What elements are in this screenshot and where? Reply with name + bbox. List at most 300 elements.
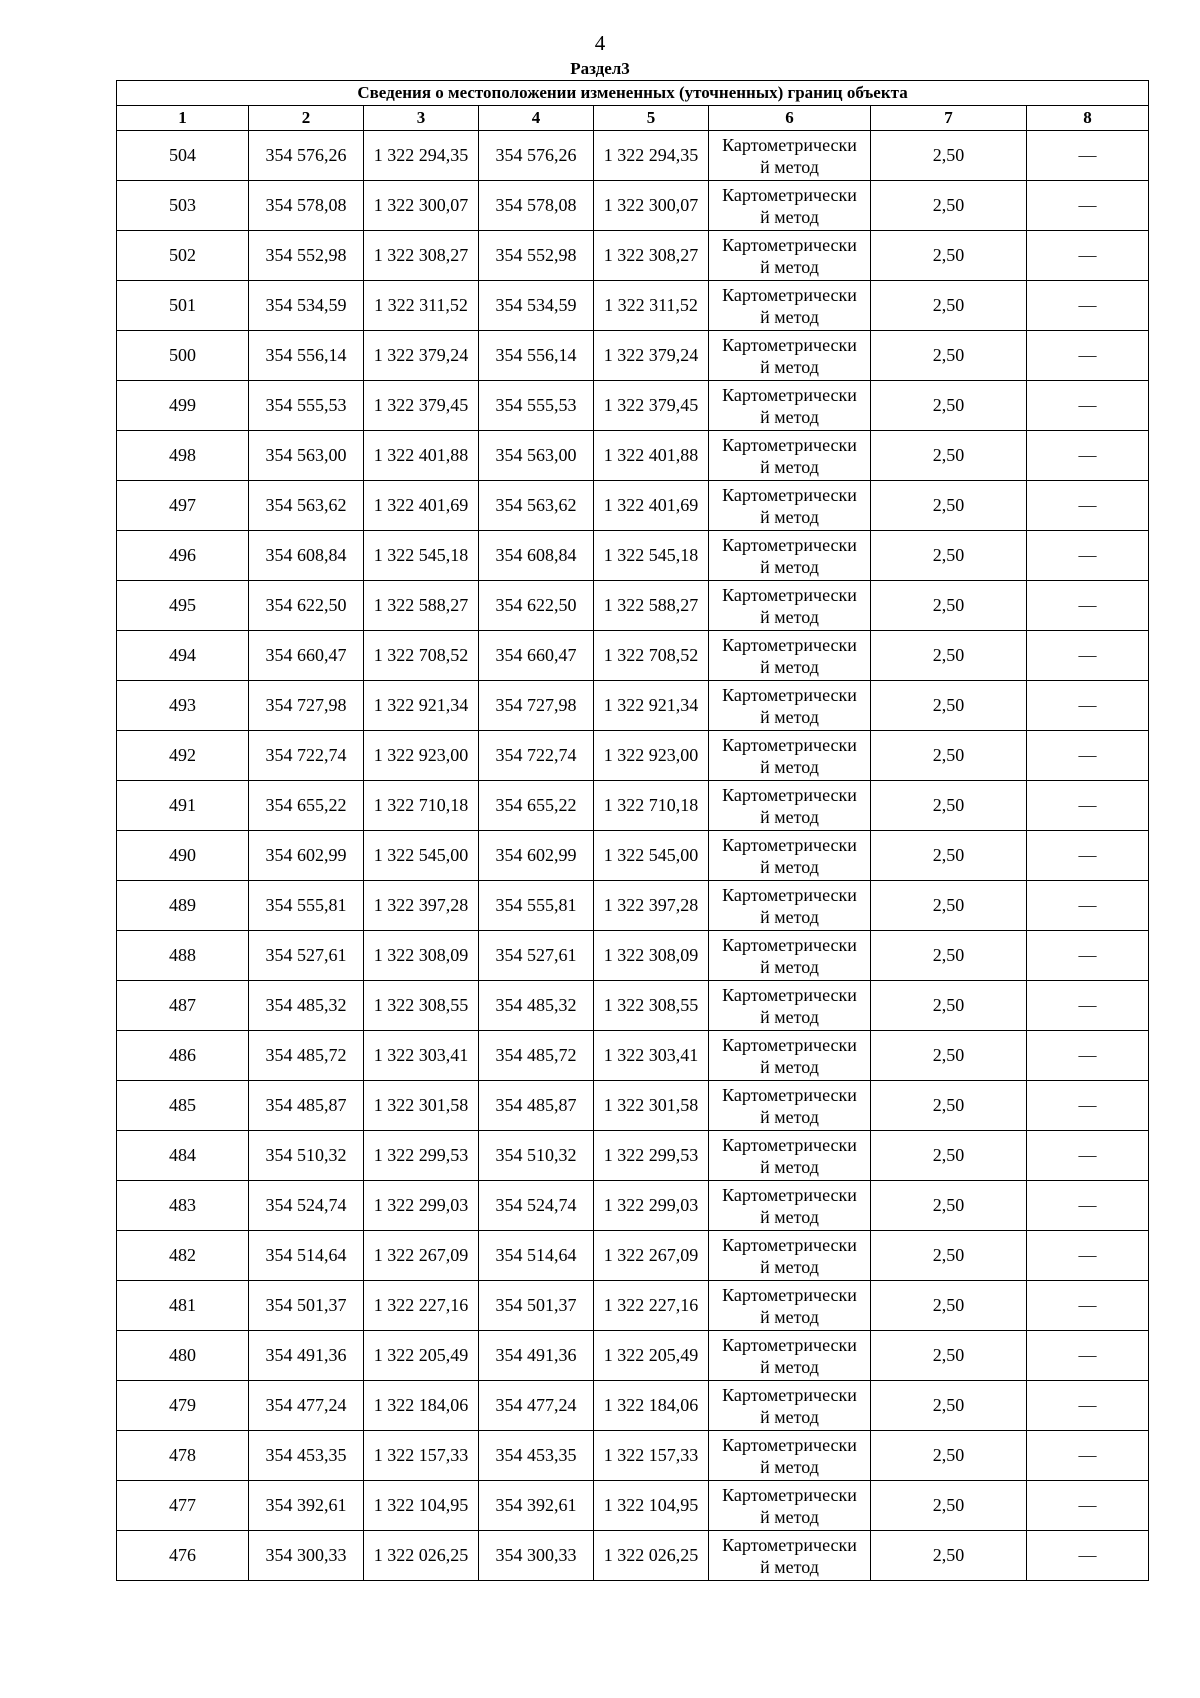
method-line-1: Картометрически (722, 1334, 857, 1355)
x-refined-cell: 354 300,33 (479, 1531, 594, 1581)
y-existing-cell: 1 322 026,25 (364, 1531, 479, 1581)
y-refined-cell: 1 322 308,55 (594, 981, 709, 1031)
method-line-2: й метод (760, 1556, 819, 1577)
description-cell: — (1027, 1181, 1149, 1231)
x-existing-cell: 354 514,64 (249, 1231, 364, 1281)
x-existing-cell: 354 477,24 (249, 1381, 364, 1431)
y-existing-cell: 1 322 157,33 (364, 1431, 479, 1481)
x-existing-cell: 354 453,35 (249, 1431, 364, 1481)
table-caption: Сведения о местоположении измененных (уточненных) границ объекта (117, 81, 1149, 106)
accuracy-cell: 2,50 (871, 481, 1027, 531)
x-refined-cell: 354 722,74 (479, 731, 594, 781)
table-row (117, 1281, 1149, 1331)
accuracy-cell: 2,50 (871, 381, 1027, 431)
table-row (117, 1081, 1149, 1131)
x-refined-cell: 354 556,14 (479, 331, 594, 381)
accuracy-cell: 2,50 (871, 431, 1027, 481)
description-cell: — (1027, 1381, 1149, 1431)
accuracy-cell: 2,50 (871, 1331, 1027, 1381)
method-cell (709, 1131, 871, 1181)
point-number-cell: 488 (117, 931, 249, 981)
y-existing-cell: 1 322 308,55 (364, 981, 479, 1031)
column-header: 3 (364, 106, 479, 131)
method-line-2: й метод (760, 1406, 819, 1427)
accuracy-cell: 2,50 (871, 1481, 1027, 1531)
table-header-row (117, 106, 1149, 131)
method-cell (709, 231, 871, 281)
y-refined-cell: 1 322 267,09 (594, 1231, 709, 1281)
x-refined-cell: 354 527,61 (479, 931, 594, 981)
method-cell (709, 831, 871, 881)
method-line-2: й метод (760, 1506, 819, 1527)
y-existing-cell: 1 322 300,07 (364, 181, 479, 231)
method-line-1: Картометрически (722, 984, 857, 1005)
method-line-1: Картометрически (722, 1234, 857, 1255)
accuracy-cell: 2,50 (871, 581, 1027, 631)
point-number-cell: 489 (117, 881, 249, 931)
x-existing-cell: 354 392,61 (249, 1481, 364, 1531)
accuracy-cell: 2,50 (871, 1081, 1027, 1131)
table-row (117, 131, 1149, 181)
y-refined-cell: 1 322 300,07 (594, 181, 709, 231)
y-refined-cell: 1 322 545,00 (594, 831, 709, 881)
method-cell (709, 931, 871, 981)
x-refined-cell: 354 563,00 (479, 431, 594, 481)
page-number: 4 (594, 31, 606, 55)
table-row (117, 1531, 1149, 1581)
y-refined-cell: 1 322 401,88 (594, 431, 709, 481)
table-row (117, 431, 1149, 481)
y-existing-cell: 1 322 299,53 (364, 1131, 479, 1181)
table-row (117, 581, 1149, 631)
method-cell (709, 1531, 871, 1581)
y-refined-cell: 1 322 923,00 (594, 731, 709, 781)
boundary-coordinates-table (116, 80, 1149, 1581)
method-cell (709, 331, 871, 381)
x-existing-cell: 354 655,22 (249, 781, 364, 831)
point-number-cell: 496 (117, 531, 249, 581)
description-cell: — (1027, 181, 1149, 231)
point-number-cell: 492 (117, 731, 249, 781)
x-existing-cell: 354 576,26 (249, 131, 364, 181)
method-line-2: й метод (760, 906, 819, 927)
method-line-1: Картометрически (722, 1284, 857, 1305)
description-cell: — (1027, 281, 1149, 331)
x-refined-cell: 354 524,74 (479, 1181, 594, 1231)
table-row (117, 381, 1149, 431)
y-refined-cell: 1 322 299,03 (594, 1181, 709, 1231)
method-line-1: Картометрически (722, 1384, 857, 1405)
y-existing-cell: 1 322 301,58 (364, 1081, 479, 1131)
accuracy-cell: 2,50 (871, 731, 1027, 781)
accuracy-cell: 2,50 (871, 781, 1027, 831)
method-line-2: й метод (760, 306, 819, 327)
column-header: 5 (594, 106, 709, 131)
y-existing-cell: 1 322 379,24 (364, 331, 479, 381)
x-existing-cell: 354 552,98 (249, 231, 364, 281)
table-row (117, 1031, 1149, 1081)
method-cell (709, 281, 871, 331)
point-number-cell: 495 (117, 581, 249, 631)
y-existing-cell: 1 322 104,95 (364, 1481, 479, 1531)
table-row (117, 931, 1149, 981)
point-number-cell: 479 (117, 1381, 249, 1431)
table-row (117, 1231, 1149, 1281)
description-cell: — (1027, 1481, 1149, 1531)
point-number-cell: 497 (117, 481, 249, 531)
x-existing-cell: 354 491,36 (249, 1331, 364, 1381)
y-existing-cell: 1 322 205,49 (364, 1331, 479, 1381)
description-cell: — (1027, 1231, 1149, 1281)
method-line-1: Картометрически (722, 1534, 857, 1555)
method-cell (709, 681, 871, 731)
description-cell: — (1027, 1131, 1149, 1181)
y-refined-cell: 1 322 026,25 (594, 1531, 709, 1581)
y-refined-cell: 1 322 308,09 (594, 931, 709, 981)
method-cell (709, 131, 871, 181)
description-cell: — (1027, 631, 1149, 681)
table-row (117, 631, 1149, 681)
x-refined-cell: 354 578,08 (479, 181, 594, 231)
accuracy-cell: 2,50 (871, 331, 1027, 381)
column-header: 1 (117, 106, 249, 131)
accuracy-cell: 2,50 (871, 1281, 1027, 1331)
x-refined-cell: 354 660,47 (479, 631, 594, 681)
x-refined-cell: 354 491,36 (479, 1331, 594, 1381)
method-line-1: Картометрически (722, 834, 857, 855)
method-cell (709, 1081, 871, 1131)
y-refined-cell: 1 322 397,28 (594, 881, 709, 931)
y-refined-cell: 1 322 379,24 (594, 331, 709, 381)
y-refined-cell: 1 322 708,52 (594, 631, 709, 681)
y-refined-cell: 1 322 227,16 (594, 1281, 709, 1331)
y-existing-cell: 1 322 299,03 (364, 1181, 479, 1231)
method-line-2: й метод (760, 756, 819, 777)
description-cell: — (1027, 431, 1149, 481)
point-number-cell: 478 (117, 1431, 249, 1481)
y-existing-cell: 1 322 397,28 (364, 881, 479, 931)
method-cell (709, 1281, 871, 1331)
point-number-cell: 493 (117, 681, 249, 731)
x-existing-cell: 354 556,14 (249, 331, 364, 381)
description-cell: — (1027, 781, 1149, 831)
description-cell: — (1027, 1081, 1149, 1131)
description-cell: — (1027, 1031, 1149, 1081)
method-line-2: й метод (760, 1256, 819, 1277)
x-refined-cell: 354 622,50 (479, 581, 594, 631)
method-cell (709, 731, 871, 781)
point-number-cell: 499 (117, 381, 249, 431)
y-existing-cell: 1 322 708,52 (364, 631, 479, 681)
method-cell (709, 781, 871, 831)
table-row (117, 531, 1149, 581)
x-existing-cell: 354 563,00 (249, 431, 364, 481)
y-existing-cell: 1 322 921,34 (364, 681, 479, 731)
method-line-1: Картометрически (722, 684, 857, 705)
method-cell (709, 1481, 871, 1531)
x-refined-cell: 354 655,22 (479, 781, 594, 831)
x-refined-cell: 354 534,59 (479, 281, 594, 331)
method-line-2: й метод (760, 156, 819, 177)
accuracy-cell: 2,50 (871, 1381, 1027, 1431)
method-line-2: й метод (760, 1006, 819, 1027)
method-line-2: й метод (760, 856, 819, 877)
x-existing-cell: 354 524,74 (249, 1181, 364, 1231)
method-cell (709, 581, 871, 631)
table-row (117, 781, 1149, 831)
point-number-cell: 483 (117, 1181, 249, 1231)
method-line-2: й метод (760, 1106, 819, 1127)
accuracy-cell: 2,50 (871, 531, 1027, 581)
x-existing-cell: 354 534,59 (249, 281, 364, 331)
method-cell (709, 1431, 871, 1481)
x-existing-cell: 354 563,62 (249, 481, 364, 531)
accuracy-cell: 2,50 (871, 1231, 1027, 1281)
method-line-1: Картометрически (722, 134, 857, 155)
accuracy-cell: 2,50 (871, 281, 1027, 331)
method-cell (709, 1181, 871, 1231)
x-existing-cell: 354 722,74 (249, 731, 364, 781)
y-existing-cell: 1 322 267,09 (364, 1231, 479, 1281)
y-refined-cell: 1 322 303,41 (594, 1031, 709, 1081)
description-cell: — (1027, 1331, 1149, 1381)
y-refined-cell: 1 322 301,58 (594, 1081, 709, 1131)
point-number-cell: 482 (117, 1231, 249, 1281)
x-refined-cell: 354 602,99 (479, 831, 594, 881)
x-existing-cell: 354 300,33 (249, 1531, 364, 1581)
method-line-2: й метод (760, 656, 819, 677)
method-cell (709, 1381, 871, 1431)
method-line-2: й метод (760, 1156, 819, 1177)
point-number-cell: 476 (117, 1531, 249, 1581)
y-existing-cell: 1 322 923,00 (364, 731, 479, 781)
y-refined-cell: 1 322 710,18 (594, 781, 709, 831)
method-cell (709, 631, 871, 681)
y-refined-cell: 1 322 588,27 (594, 581, 709, 631)
y-existing-cell: 1 322 311,52 (364, 281, 479, 331)
method-cell (709, 381, 871, 431)
method-cell (709, 481, 871, 531)
table-row (117, 981, 1149, 1031)
accuracy-cell: 2,50 (871, 681, 1027, 731)
point-number-cell: 503 (117, 181, 249, 231)
accuracy-cell: 2,50 (871, 181, 1027, 231)
method-line-2: й метод (760, 706, 819, 727)
point-number-cell: 490 (117, 831, 249, 881)
table-row (117, 681, 1149, 731)
description-cell: — (1027, 831, 1149, 881)
y-refined-cell: 1 322 294,35 (594, 131, 709, 181)
y-existing-cell: 1 322 588,27 (364, 581, 479, 631)
x-refined-cell: 354 485,87 (479, 1081, 594, 1131)
x-existing-cell: 354 485,32 (249, 981, 364, 1031)
description-cell: — (1027, 231, 1149, 281)
method-line-1: Картометрически (722, 1434, 857, 1455)
method-line-2: й метод (760, 806, 819, 827)
y-refined-cell: 1 322 379,45 (594, 381, 709, 431)
table-row (117, 331, 1149, 381)
x-refined-cell: 354 501,37 (479, 1281, 594, 1331)
description-cell: — (1027, 1431, 1149, 1481)
column-header: 8 (1027, 106, 1149, 131)
method-line-2: й метод (760, 956, 819, 977)
x-refined-cell: 354 485,72 (479, 1031, 594, 1081)
y-existing-cell: 1 322 227,16 (364, 1281, 479, 1331)
x-existing-cell: 354 622,50 (249, 581, 364, 631)
x-refined-cell: 354 485,32 (479, 981, 594, 1031)
point-number-cell: 477 (117, 1481, 249, 1531)
y-existing-cell: 1 322 545,00 (364, 831, 479, 881)
table-row (117, 1431, 1149, 1481)
x-refined-cell: 354 727,98 (479, 681, 594, 731)
x-existing-cell: 354 555,81 (249, 881, 364, 931)
x-existing-cell: 354 602,99 (249, 831, 364, 881)
point-number-cell: 504 (117, 131, 249, 181)
x-refined-cell: 354 510,32 (479, 1131, 594, 1181)
method-line-2: й метод (760, 556, 819, 577)
y-existing-cell: 1 322 545,18 (364, 531, 479, 581)
method-line-1: Картометрически (722, 384, 857, 405)
y-refined-cell: 1 322 205,49 (594, 1331, 709, 1381)
method-cell (709, 1331, 871, 1381)
x-refined-cell: 354 608,84 (479, 531, 594, 581)
accuracy-cell: 2,50 (871, 831, 1027, 881)
method-line-2: й метод (760, 1356, 819, 1377)
table-caption-row (117, 81, 1149, 106)
column-header: 2 (249, 106, 364, 131)
table-row (117, 281, 1149, 331)
method-line-1: Картометрически (722, 334, 857, 355)
point-number-cell: 494 (117, 631, 249, 681)
column-header: 4 (479, 106, 594, 131)
method-cell (709, 1231, 871, 1281)
point-number-cell: 502 (117, 231, 249, 281)
description-cell: — (1027, 1531, 1149, 1581)
accuracy-cell: 2,50 (871, 1431, 1027, 1481)
y-refined-cell: 1 322 299,53 (594, 1131, 709, 1181)
y-existing-cell: 1 322 379,45 (364, 381, 479, 431)
y-refined-cell: 1 322 921,34 (594, 681, 709, 731)
x-refined-cell: 354 453,35 (479, 1431, 594, 1481)
y-existing-cell: 1 322 294,35 (364, 131, 479, 181)
method-line-2: й метод (760, 1056, 819, 1077)
y-refined-cell: 1 322 308,27 (594, 231, 709, 281)
method-cell (709, 881, 871, 931)
point-number-cell: 498 (117, 431, 249, 481)
table-row (117, 181, 1149, 231)
description-cell: — (1027, 331, 1149, 381)
accuracy-cell: 2,50 (871, 1181, 1027, 1231)
method-line-1: Картометрически (722, 284, 857, 305)
accuracy-cell: 2,50 (871, 1131, 1027, 1181)
x-refined-cell: 354 477,24 (479, 1381, 594, 1431)
column-header: 7 (871, 106, 1027, 131)
y-refined-cell: 1 322 401,69 (594, 481, 709, 531)
method-cell (709, 981, 871, 1031)
column-header: 6 (709, 106, 871, 131)
method-line-1: Картометрически (722, 184, 857, 205)
method-line-1: Картометрически (722, 484, 857, 505)
method-line-1: Картометрически (722, 534, 857, 555)
table-row (117, 831, 1149, 881)
method-line-1: Картометрически (722, 734, 857, 755)
x-refined-cell: 354 392,61 (479, 1481, 594, 1531)
x-refined-cell: 354 555,53 (479, 381, 594, 431)
y-refined-cell: 1 322 184,06 (594, 1381, 709, 1431)
description-cell: — (1027, 481, 1149, 531)
method-line-1: Картометрически (722, 1184, 857, 1205)
point-number-cell: 486 (117, 1031, 249, 1081)
table-row (117, 881, 1149, 931)
description-cell: — (1027, 131, 1149, 181)
y-existing-cell: 1 322 401,69 (364, 481, 479, 531)
method-line-1: Картометрически (722, 234, 857, 255)
accuracy-cell: 2,50 (871, 931, 1027, 981)
table-row (117, 1181, 1149, 1231)
point-number-cell: 491 (117, 781, 249, 831)
description-cell: — (1027, 881, 1149, 931)
y-refined-cell: 1 322 157,33 (594, 1431, 709, 1481)
table-row (117, 731, 1149, 781)
x-refined-cell: 354 514,64 (479, 1231, 594, 1281)
x-existing-cell: 354 555,53 (249, 381, 364, 431)
description-cell: — (1027, 731, 1149, 781)
method-cell (709, 531, 871, 581)
accuracy-cell: 2,50 (871, 231, 1027, 281)
method-line-1: Картометрически (722, 634, 857, 655)
y-refined-cell: 1 322 311,52 (594, 281, 709, 331)
method-cell (709, 181, 871, 231)
point-number-cell: 481 (117, 1281, 249, 1331)
y-existing-cell: 1 322 308,09 (364, 931, 479, 981)
x-refined-cell: 354 563,62 (479, 481, 594, 531)
method-line-1: Картометрически (722, 884, 857, 905)
x-refined-cell: 354 555,81 (479, 881, 594, 931)
method-line-1: Картометрически (722, 1084, 857, 1105)
method-line-2: й метод (760, 356, 819, 377)
point-number-cell: 500 (117, 331, 249, 381)
point-number-cell: 487 (117, 981, 249, 1031)
method-cell (709, 1031, 871, 1081)
description-cell: — (1027, 981, 1149, 1031)
description-cell: — (1027, 1281, 1149, 1331)
point-number-cell: 501 (117, 281, 249, 331)
description-cell: — (1027, 681, 1149, 731)
method-line-2: й метод (760, 456, 819, 477)
x-refined-cell: 354 576,26 (479, 131, 594, 181)
table-row (117, 481, 1149, 531)
method-line-2: й метод (760, 506, 819, 527)
x-existing-cell: 354 727,98 (249, 681, 364, 731)
table-row (117, 1381, 1149, 1431)
method-line-2: й метод (760, 1456, 819, 1477)
accuracy-cell: 2,50 (871, 631, 1027, 681)
description-cell: — (1027, 531, 1149, 581)
method-line-1: Картометрически (722, 584, 857, 605)
description-cell: — (1027, 581, 1149, 631)
point-number-cell: 480 (117, 1331, 249, 1381)
accuracy-cell: 2,50 (871, 1531, 1027, 1581)
x-existing-cell: 354 578,08 (249, 181, 364, 231)
method-line-2: й метод (760, 1206, 819, 1227)
y-refined-cell: 1 322 104,95 (594, 1481, 709, 1531)
y-existing-cell: 1 322 308,27 (364, 231, 479, 281)
method-line-2: й метод (760, 256, 819, 277)
method-line-1: Картометрически (722, 1134, 857, 1155)
table-row (117, 1131, 1149, 1181)
x-existing-cell: 354 501,37 (249, 1281, 364, 1331)
x-existing-cell: 354 660,47 (249, 631, 364, 681)
